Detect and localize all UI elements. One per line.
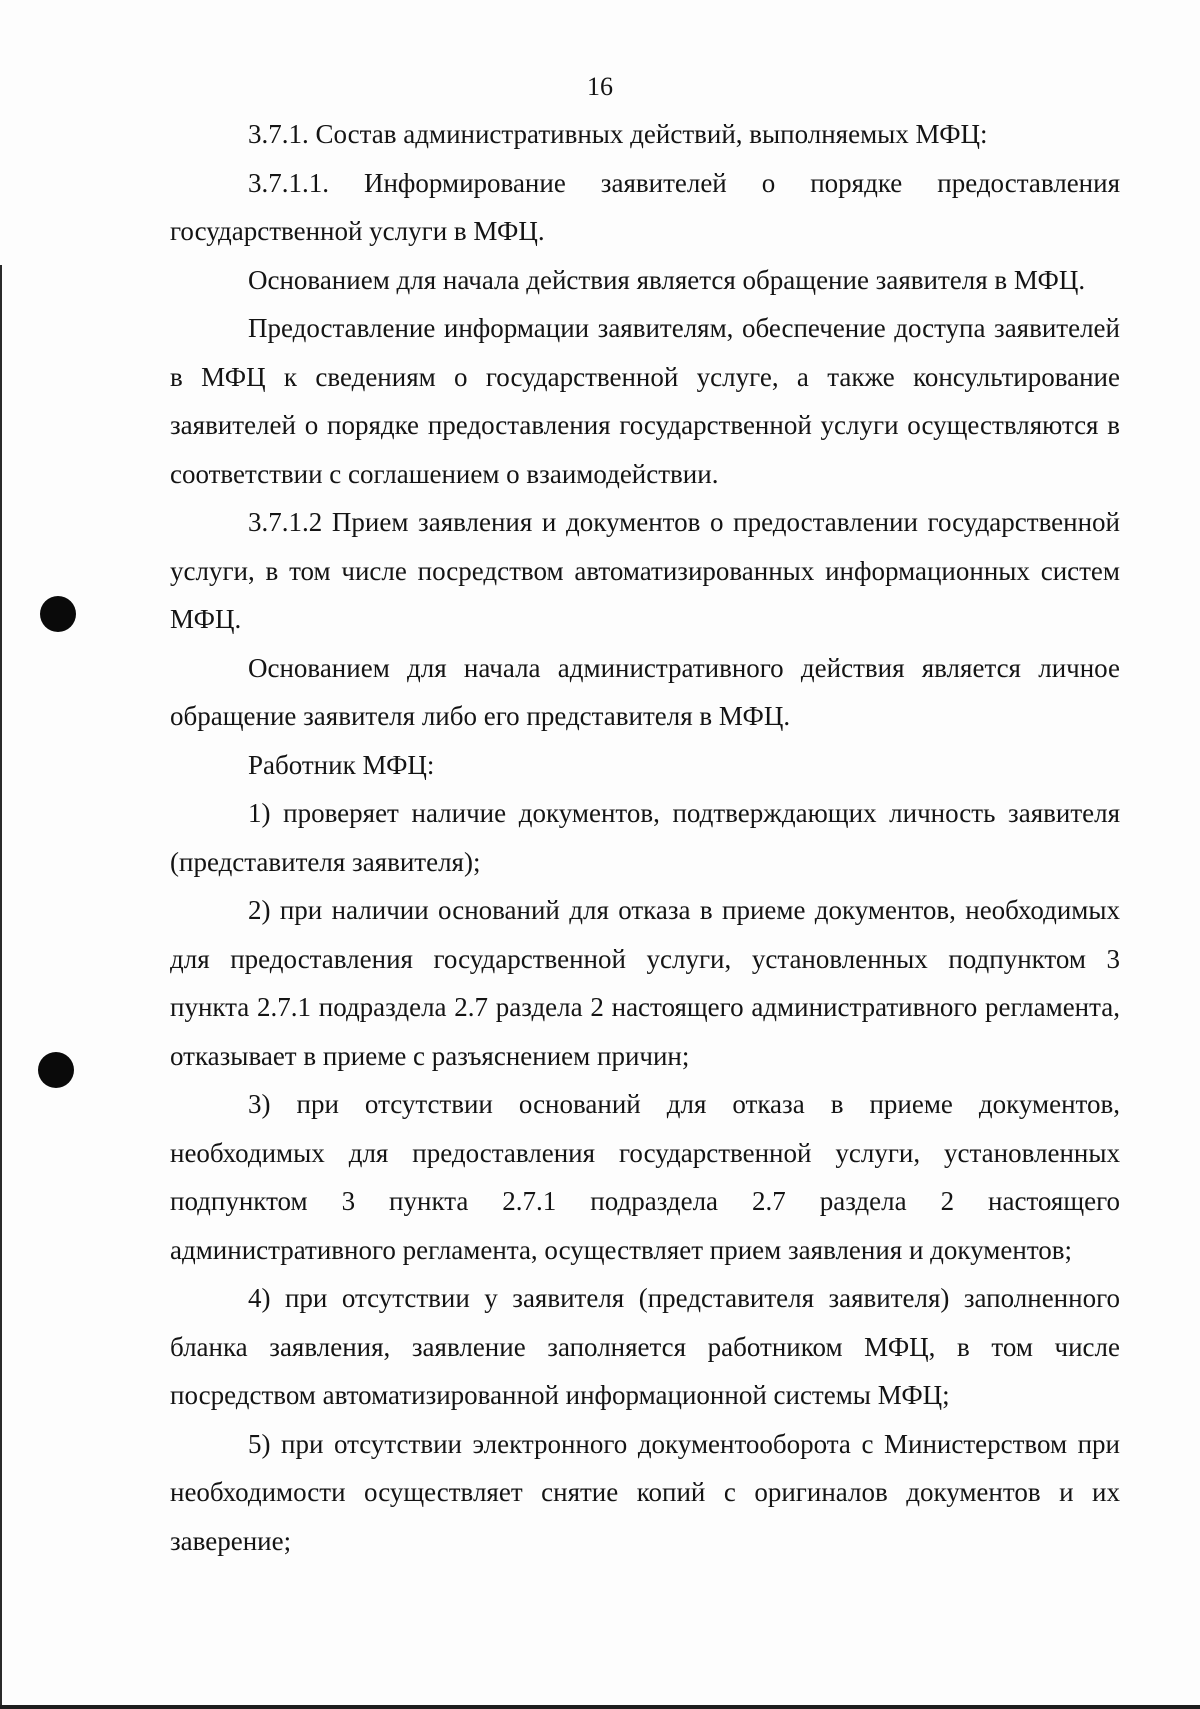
page-number: 16 [587,72,613,101]
scan-bottom-edge [0,1705,1200,1709]
paragraph: Основанием для начала действия является обращение заявителя в МФЦ. [248,264,1086,295]
subsection-heading: 3.7.1.1. Информирование заявителей о порядке предоставления государственной услуги в МФЦ. [170,167,1120,246]
list-item: 3) при отсутствии оснований для отказа в приеме документов, необходимых для предоставления государственной услуги, установленных подпунктом 3 пункта 2.7.1 подраздела 2.7 раздела 2 настоящего административного регламента, осуществляет прием заявления и документов; [170,1089,1120,1265]
list-item: 1) проверяет наличие документов, подтверждающих личность заявителя (представителя заявителя); [170,798,1120,877]
scan-left-edge [0,265,2,1709]
paragraph: Предоставление информации заявителям, обеспечение доступа заявителей в МФЦ к сведениям о государственной услуге, а также консультирование заявителей о порядке предоставления государственной услуги осуществляются в соответствии с соглашением о взаимодействии. [170,313,1120,489]
list-item: 2) при наличии оснований для отказа в приеме документов, необходимых для предоставления государственной услуги, установленных подпунктом 3 пункта 2.7.1 подраздела 2.7 раздела 2 настоящего административного регламента, отказывает в приеме с разъяснением причин; [170,895,1120,1071]
paragraph: Работник МФЦ: [248,749,435,780]
paragraph: Основанием для начала административного действия является личное обращение заявителя либо его представителя в МФЦ. [170,652,1120,731]
punch-hole-mark [40,596,76,632]
section-heading: 3.7.1. Состав административных действий, выполняемых МФЦ: [248,119,988,149]
document-body [170,110,1120,1565]
list-item: 4) при отсутствии у заявителя (представителя заявителя) заполненного бланка заявления, заявление заполняется работником МФЦ, в том числе посредством автоматизированной информационной системы МФЦ; [170,1283,1120,1410]
punch-hole-mark [38,1052,74,1088]
list-item: 5) при отсутствии электронного документооборота с Министерством при необходимости осуществляет снятие копий с оригиналов документов и их заверение; [170,1428,1120,1556]
subsection-heading: 3.7.1.2 Прием заявления и документов о предоставлении государственной услуги, в том числе посредством автоматизированных информационных систем МФЦ. [170,507,1120,634]
